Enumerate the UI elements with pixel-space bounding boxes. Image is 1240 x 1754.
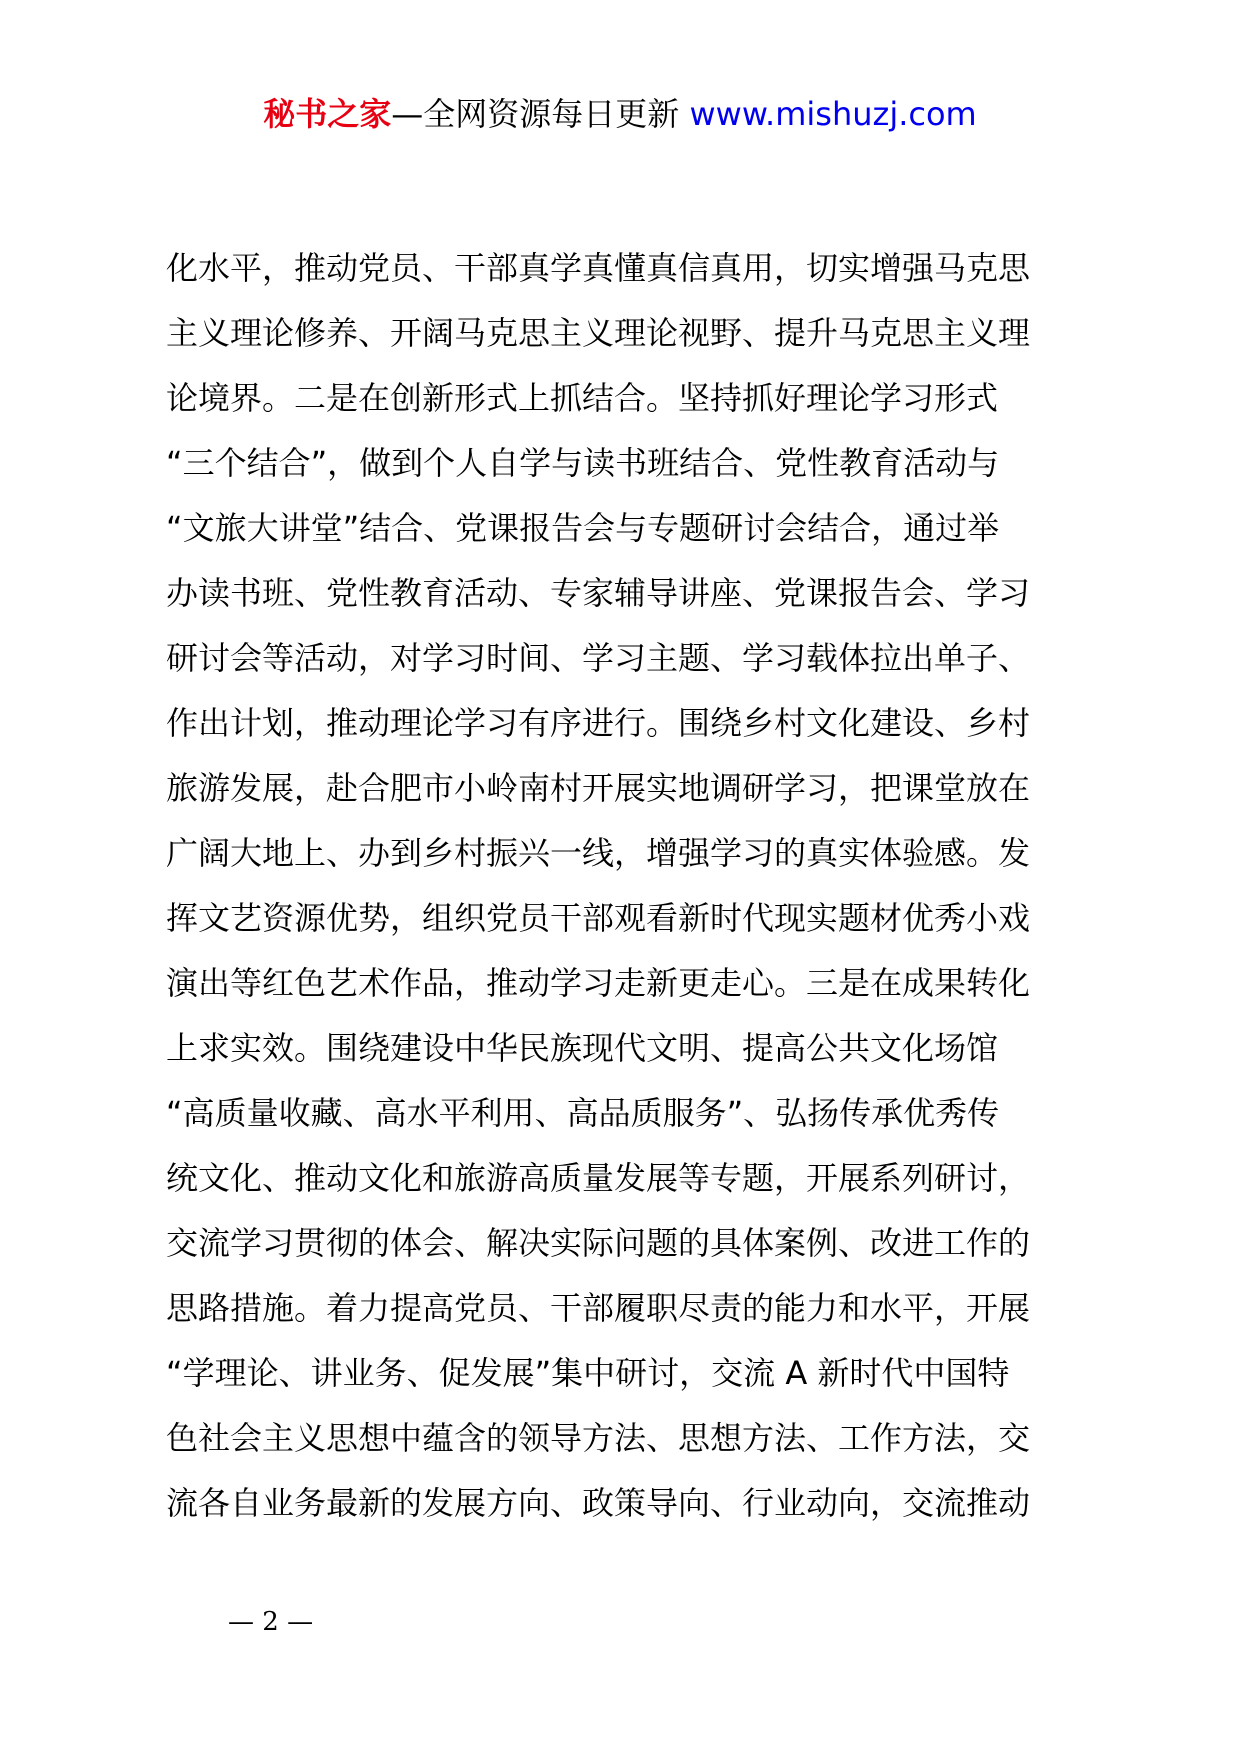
site-brand: 秘书之家 (263, 95, 392, 133)
site-slogan: —全网资源每日更新 (391, 95, 680, 133)
body-line: 广阔大地上、办到乡村振兴一线，增强学习的真实体验感。发 (166, 834, 1031, 872)
body-line: 色社会主义思想中蕴含的领导方法、思想方法、工作方法，交 (166, 1419, 1031, 1457)
body-line: 作出计划，推动理论学习有序进行。围绕乡村文化建设、乡村 (166, 704, 1031, 742)
body-line: 研讨会等活动，对学习时间、学习主题、学习载体拉出单子、 (166, 639, 1031, 677)
body-line: 交流学习贯彻的体会、解决实际问题的具体案例、改进工作的 (166, 1224, 1031, 1262)
body-line: 论境界。二是在创新形式上抓结合。坚持抓好理论学习形式 (166, 379, 999, 417)
page-number: — 2 — (228, 1607, 314, 1637)
body-line: 挥文艺资源优势，组织党员干部观看新时代现实题材优秀小戏 (166, 899, 1031, 937)
body-line: 化水平，推动党员、干部真学真懂真信真用，切实增强马克思 (166, 249, 1031, 287)
body-line: “高质量收藏、高水平利用、高品质服务”、弘扬传承优秀传 (166, 1094, 1000, 1132)
body-line: 旅游发展，赴合肥市小岭南村开展实地调研学习，把课堂放在 (166, 769, 1031, 807)
body-line: 统文化、推动文化和旅游高质量发展等专题，开展系列研讨， (166, 1159, 1031, 1197)
document-body (166, 236, 1086, 1536)
body-line: 思路措施。着力提高党员、干部履职尽责的能力和水平，开展 (166, 1289, 1031, 1327)
page-header (0, 92, 1240, 136)
body-line: 上求实效。围绕建设中华民族现代文明、提高公共文化场馆 (166, 1029, 999, 1067)
body-line: “三个结合”，做到个人自学与读书班结合、党性教育活动与 (166, 444, 1000, 482)
body-line: 演出等红色艺术作品，推动学习走新更走心。三是在成果转化 (166, 964, 1031, 1002)
body-line: 主义理论修养、开阔马克思主义理论视野、提升马克思主义理 (166, 314, 1031, 352)
site-url-link[interactable]: www.mishuzj.com (689, 95, 977, 133)
body-line: “文旅大讲堂”结合、党课报告会与专题研讨会结合，通过举 (166, 509, 1000, 547)
body-line: 流各自业务最新的发展方向、政策导向、行业动向，交流推动 (166, 1484, 1031, 1522)
body-line: “学理论、讲业务、促发展”集中研讨，交流 A 新时代中国特 (166, 1354, 1010, 1392)
body-line: 办读书班、党性教育活动、专家辅导讲座、党课报告会、学习 (166, 574, 1031, 612)
